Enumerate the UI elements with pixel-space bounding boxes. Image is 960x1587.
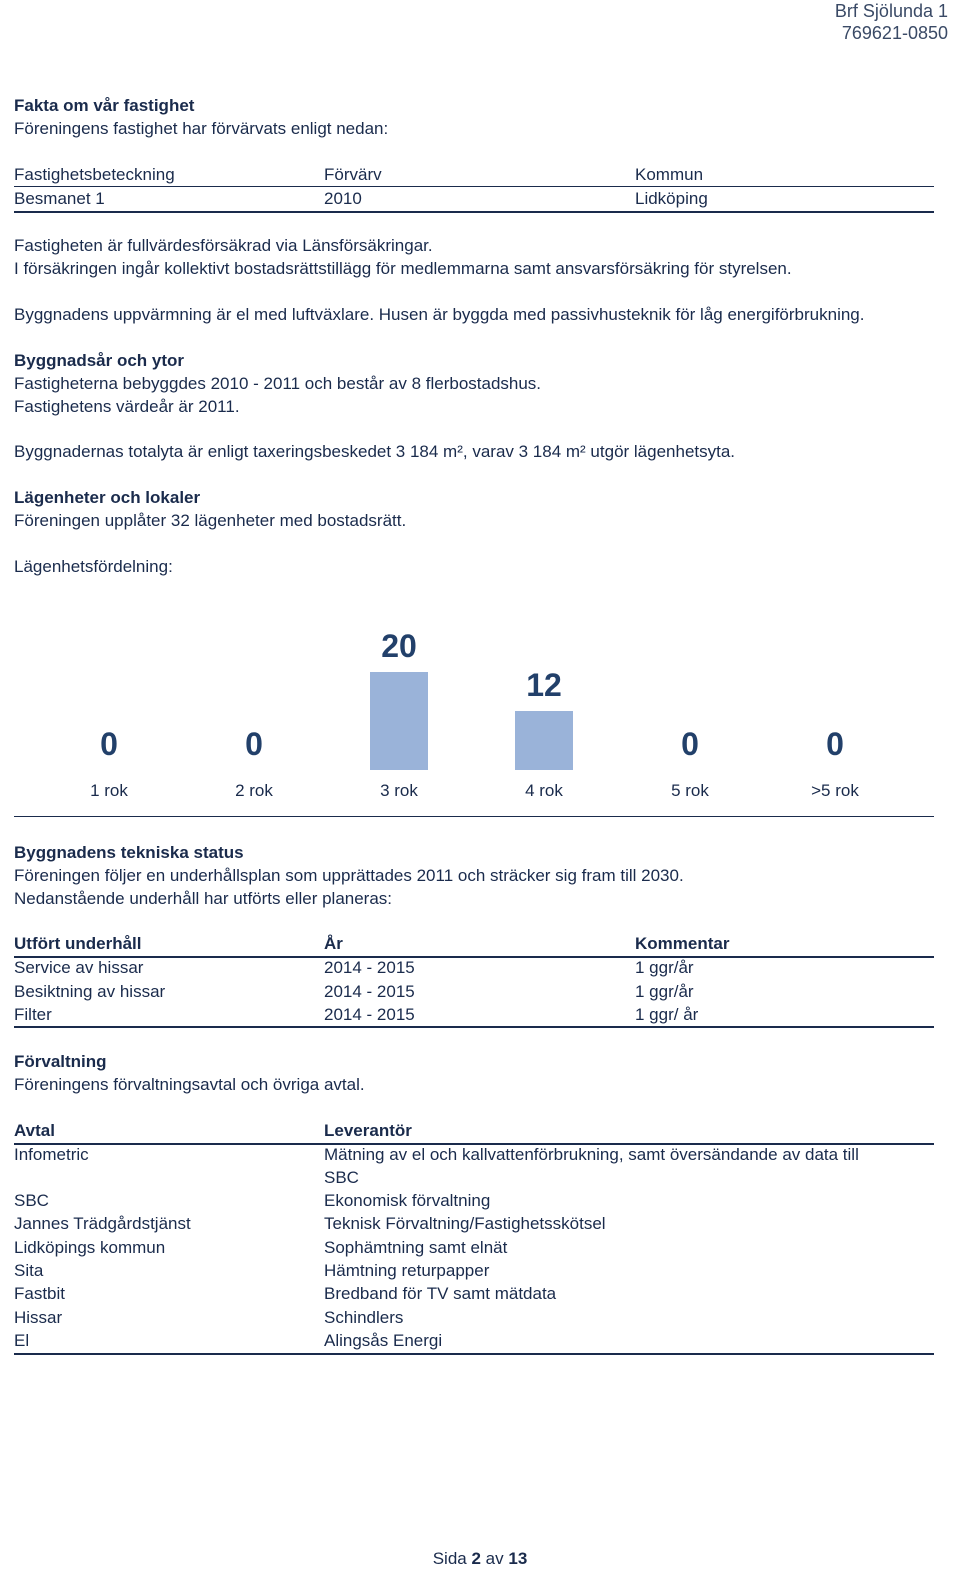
table-row-cell: Fastbit bbox=[14, 1284, 66, 1303]
col-header-forvarv: Förvärv bbox=[324, 165, 382, 184]
chart-category-label: >5 rok bbox=[811, 781, 859, 800]
col-header-kommun: Kommun bbox=[635, 165, 704, 184]
table-row-cell: Mätning av el och kallvattenförbrukning, samt översändande av data till bbox=[324, 1145, 859, 1164]
table-row-cell: 1 ggr/år bbox=[635, 982, 694, 1001]
chart-category-label: 5 rok bbox=[671, 781, 709, 800]
table-row-cell: Hissar bbox=[14, 1308, 63, 1327]
footer-middle: av bbox=[485, 1549, 504, 1568]
table-rule bbox=[14, 1353, 934, 1355]
chart-category-label: 2 rok bbox=[235, 781, 273, 800]
fakta-intro: Föreningens fastighet har förvärvats enligt nedan: bbox=[14, 119, 389, 138]
table-row-cell: Sita bbox=[14, 1261, 44, 1280]
col-header-kommentar: Kommentar bbox=[635, 934, 730, 953]
header-org-number: 769621-0850 bbox=[841, 23, 948, 43]
teknisk-line-1: Föreningen följer en underhållsplan som upprättades 2011 och sträcker sig fram till 2030. bbox=[14, 866, 684, 885]
chart-rule bbox=[14, 816, 934, 817]
table-rule bbox=[14, 1026, 934, 1028]
chart-bar bbox=[515, 711, 573, 770]
table-row-cell: Ekonomisk förvaltning bbox=[324, 1191, 491, 1210]
chart-category-label: 4 rok bbox=[525, 781, 563, 800]
teknisk-line-2: Nedanstående underhåll har utförts eller planeras: bbox=[14, 889, 393, 908]
col-header-avtal: Avtal bbox=[14, 1121, 55, 1140]
section-title-byggnadsar: Byggnadsår och ytor bbox=[14, 351, 185, 370]
section-title-lagenheter: Lägenheter och lokaler bbox=[14, 488, 201, 507]
footer-total-pages: 13 bbox=[508, 1549, 528, 1568]
cell-fastighetsbeteckning: Besmanet 1 bbox=[14, 189, 105, 208]
col-header-underhall: Utfört underhåll bbox=[14, 934, 142, 953]
section-title-teknisk: Byggnadens tekniska status bbox=[14, 843, 244, 862]
cell-forvarv: 2010 bbox=[324, 189, 362, 208]
table-row-cell: 1 ggr/år bbox=[635, 958, 694, 977]
byggnadsar-line-1: Fastigheterna bebyggdes 2010 - 2011 och består av 8 flerbostadshus. bbox=[14, 374, 542, 393]
table-row-cell: Infometric bbox=[14, 1145, 89, 1164]
chart-value-label: 20 bbox=[381, 628, 417, 664]
insurance-line-1: Fastigheten är fullvärdesförsäkrad via Länsförsäkringar. bbox=[14, 236, 433, 255]
col-header-fastighetsbeteckning: Fastighetsbeteckning bbox=[14, 165, 175, 184]
header-org-name: Brf Sjölunda 1 bbox=[834, 1, 948, 21]
lagenheter-line-1: Föreningen upplåter 32 lägenheter med bostadsrätt. bbox=[14, 511, 407, 530]
byggnadsar-line-2: Fastighetens värdeår är 2011. bbox=[14, 397, 240, 416]
table-row-cell: 2014 - 2015 bbox=[324, 1005, 415, 1024]
table-row-cell: Hämtning returpapper bbox=[324, 1261, 490, 1280]
chart-bar bbox=[370, 672, 428, 770]
table-row-cell: Schindlers bbox=[324, 1308, 404, 1327]
footer-prefix: Sida bbox=[432, 1549, 467, 1568]
chart-category-label: 3 rok bbox=[380, 781, 418, 800]
table-row-cell: El bbox=[14, 1331, 30, 1350]
chart-value-label: 12 bbox=[526, 667, 562, 703]
byggnadsar-line-3: Byggnadernas totalyta är enligt taxeringsbeskedet 3 184 m², varav 3 184 m² utgör lägenhetsyta. bbox=[14, 442, 736, 461]
col-header-leverantor: Leverantör bbox=[324, 1121, 412, 1140]
footer-page-number: 2 bbox=[471, 1549, 481, 1568]
table-row-cell: Bredband för TV samt mätdata bbox=[324, 1284, 557, 1303]
table-row-cell: Teknisk Förvaltning/Fastighetsskötsel bbox=[324, 1214, 606, 1233]
table-row-cell: SBC bbox=[14, 1191, 49, 1210]
table-rule bbox=[14, 211, 934, 213]
section-title-fakta: Fakta om vår fastighet bbox=[14, 96, 195, 115]
table-row-cell: SBC bbox=[324, 1168, 359, 1187]
table-row-cell: 2014 - 2015 bbox=[324, 958, 415, 977]
col-header-ar: År bbox=[324, 934, 343, 953]
chart-value-label: 0 bbox=[100, 726, 118, 762]
table-row-cell: 1 ggr/ år bbox=[635, 1005, 699, 1024]
heating-text: Byggnadens uppvärmning är el med luftväxlare. Husen är byggda med passivhusteknik för låg energiförbrukning. bbox=[14, 305, 865, 324]
cell-kommun: Lidköping bbox=[635, 189, 708, 208]
page-footer bbox=[0, 1549, 960, 1569]
table-row-cell: Lidköpings kommun bbox=[14, 1238, 166, 1257]
table-rule bbox=[14, 956, 934, 958]
chart-value-label: 0 bbox=[826, 726, 844, 762]
table-row-cell: 2014 - 2015 bbox=[324, 982, 415, 1001]
distribution-label: Lägenhetsfördelning: bbox=[14, 557, 173, 576]
chart-value-label: 0 bbox=[681, 726, 699, 762]
table-row-cell: Filter bbox=[14, 1005, 52, 1024]
insurance-line-2: I försäkringen ingår kollektivt bostadsrättstillägg för medlemmarna samt ansvarsförsäkring för styrelsen. bbox=[14, 259, 792, 278]
table-row-cell: Jannes Trädgårdstjänst bbox=[14, 1214, 191, 1233]
table-row-cell: Sophämtning samt elnät bbox=[324, 1238, 508, 1257]
section-title-forvaltning: Förvaltning bbox=[14, 1052, 107, 1071]
table-row-cell: Alingsås Energi bbox=[324, 1331, 443, 1350]
forvaltning-line-1: Föreningens förvaltningsavtal och övriga avtal. bbox=[14, 1075, 365, 1094]
table-row-cell: Service av hissar bbox=[14, 958, 144, 977]
table-row-cell: Besiktning av hissar bbox=[14, 982, 166, 1001]
table-rule bbox=[14, 186, 934, 187]
chart-category-label: 1 rok bbox=[90, 781, 128, 800]
chart-value-label: 0 bbox=[245, 726, 263, 762]
